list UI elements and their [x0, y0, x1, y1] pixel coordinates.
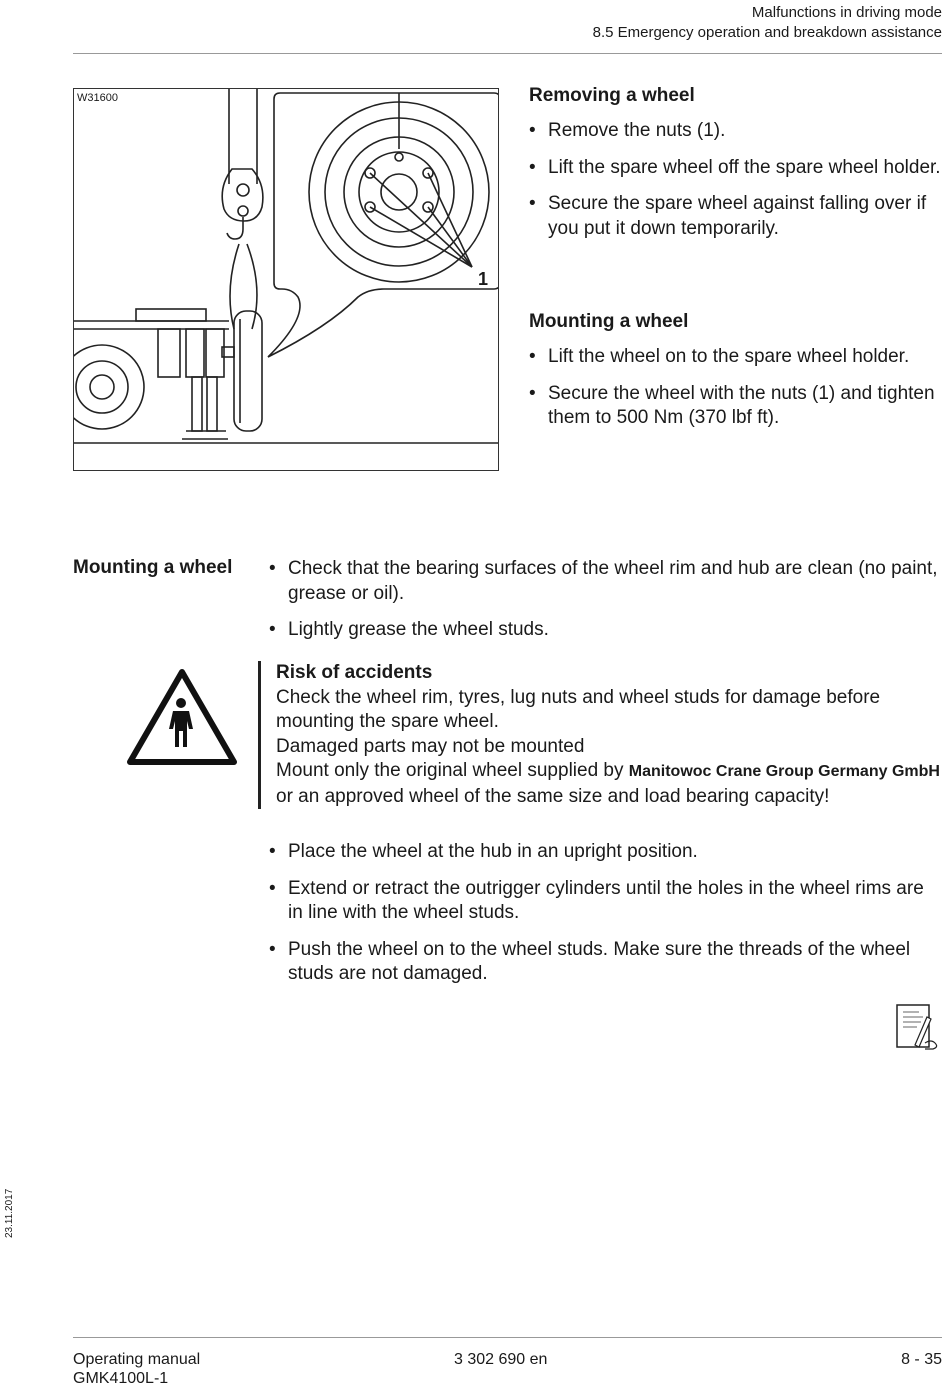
- warning-line-3-post: or an approved wheel of the same size and load bearing capacity!: [276, 785, 830, 807]
- list-item: • Remove the nuts (1).: [529, 119, 943, 144]
- list-item: • Push the wheel on to the wheel studs. Make sure the threads of the wheel studs are not damaged.: [269, 938, 943, 987]
- footer-manual: Operating manual: [73, 1351, 201, 1368]
- header-section: 8.5 Emergency operation and breakdown assistance: [592, 24, 942, 41]
- list-item: • Extend or retract the outrigger cylinders until the holes in the wheel rims are in line with the wheel studs.: [269, 877, 943, 926]
- list-item: • Lightly grease the wheel studs.: [269, 618, 943, 643]
- list-item: • Check that the bearing surfaces of the wheel rim and hub are clean (no paint, grease or oil).: [269, 557, 943, 606]
- header-rule: [73, 53, 942, 54]
- callout-label: 1: [478, 269, 489, 289]
- warning-line-3: [276, 759, 950, 809]
- company-name: Manitowoc Crane Group Germany GmbH: [628, 763, 940, 780]
- removing-heading: Removing a wheel: [529, 85, 695, 106]
- truck-wheel: [74, 345, 144, 429]
- mounting-list-before: [269, 557, 943, 655]
- footer-rule: [73, 1337, 942, 1338]
- warning-line-3-pre: Mount only the original wheel supplied by: [276, 760, 624, 781]
- mounting-list-after: [269, 840, 943, 999]
- mounting-side-heading: Mounting a wheel: [73, 557, 233, 578]
- warning-icon: [125, 667, 239, 767]
- warning-title: Risk of accidents: [276, 662, 433, 683]
- removing-section: [529, 85, 943, 253]
- figure-id: W31600: [77, 92, 118, 104]
- document-continued-icon: [895, 1003, 941, 1051]
- warning-line-2: Damaged parts may not be mounted: [276, 735, 585, 757]
- list-item: • Secure the wheel with the nuts (1) and tighten them to 500 Nm (370 lbf ft).: [529, 382, 943, 431]
- header-chapter: Malfunctions in driving mode: [751, 4, 942, 21]
- warning-box: [258, 661, 950, 809]
- detail-bubble: [268, 93, 498, 357]
- mounting-right-heading: Mounting a wheel: [529, 311, 689, 332]
- wheel-figure: [73, 88, 499, 471]
- mounting-right-section: [529, 311, 943, 443]
- list-item: • Secure the spare wheel against falling over if you put it down temporarily.: [529, 192, 943, 241]
- footer-model: GMK4100L-1: [73, 1370, 169, 1387]
- list-item: • Lift the wheel on to the spare wheel holder.: [529, 345, 943, 370]
- spare-wheel-side: [234, 311, 262, 431]
- footer-page: 8 - 35: [901, 1351, 942, 1368]
- footer-doc-number: 3 302 690 en: [454, 1351, 548, 1368]
- list-item: • Lift the spare wheel off the spare wheel holder.: [529, 156, 943, 181]
- wheel-illustration: [74, 89, 498, 470]
- side-date: 23.11.2017: [4, 1188, 15, 1238]
- list-item: • Place the wheel at the hub in an upright position.: [269, 840, 943, 865]
- warning-line-1: Check the wheel rim, tyres, lug nuts and wheel studs for damage before mounting the spare wheel.: [276, 686, 881, 732]
